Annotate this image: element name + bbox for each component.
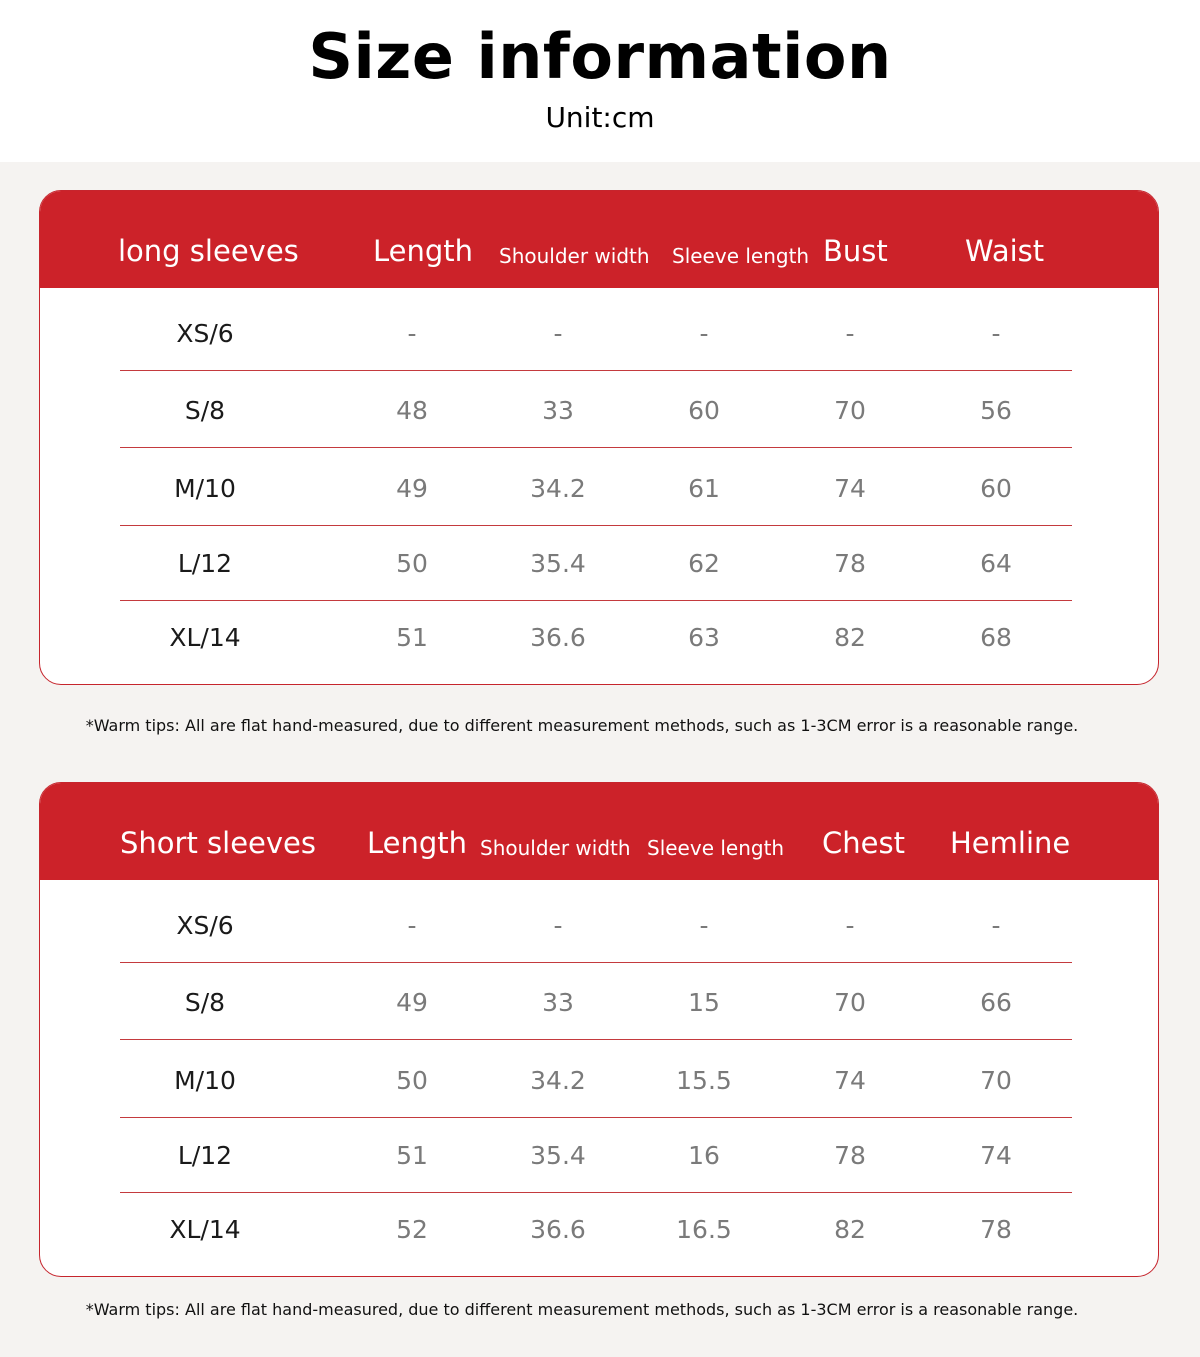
shoulder-width-value: 35.4 <box>530 1141 586 1170</box>
short-sleeves-size-table <box>39 782 1159 1277</box>
table-header-row <box>40 191 1158 288</box>
sleeve-length-value: 62 <box>688 549 720 578</box>
length-value: 49 <box>396 988 428 1017</box>
header-cell-shoulder-width: Shoulder width <box>480 836 631 860</box>
sleeve-length-value: 16 <box>688 1141 720 1170</box>
row-divider <box>120 447 1072 448</box>
sleeve-length-value: 15 <box>688 988 720 1017</box>
warm-tips-note: *Warm tips: All are flat hand-measured, due to different measurement methods, such as 1-3CM error is a reasonable range. <box>85 716 1079 735</box>
table-row <box>120 374 1072 448</box>
size-label: M/10 <box>174 1066 236 1095</box>
table-row <box>120 527 1072 601</box>
unit-label: Unit:cm <box>545 101 655 134</box>
size-label: L/12 <box>177 549 233 578</box>
header-cell-hemline: Hemline <box>950 826 1071 860</box>
length-value: 48 <box>396 396 428 425</box>
waist-value: - <box>991 319 1001 348</box>
header-cell-waist: Waist <box>965 234 1045 268</box>
header-cell-shoulder-width: Shoulder width <box>499 244 650 268</box>
bust-value: 70 <box>834 396 866 425</box>
table-row <box>120 1044 1072 1118</box>
table-row <box>120 966 1072 1040</box>
length-value: 49 <box>396 474 428 503</box>
size-label: XL/14 <box>169 623 241 652</box>
waist-value: 60 <box>980 474 1012 503</box>
header-cell-length: Length <box>373 234 474 268</box>
sleeve-length-value: 60 <box>688 396 720 425</box>
sleeve-length-value: - <box>699 319 709 348</box>
shoulder-width-value: 35.4 <box>530 549 586 578</box>
size-label: M/10 <box>174 474 236 503</box>
hemline-value: 74 <box>980 1141 1012 1170</box>
header-cell-bust: Bust <box>823 234 888 268</box>
sleeve-length-value: 15.5 <box>676 1066 732 1095</box>
length-value: - <box>407 911 417 940</box>
shoulder-width-value: 34.2 <box>530 474 586 503</box>
length-value: 50 <box>396 1066 428 1095</box>
waist-value: 68 <box>980 623 1012 652</box>
row-divider <box>120 962 1072 963</box>
table-row <box>120 452 1072 526</box>
header-cell-category: Short sleeves <box>120 826 317 860</box>
size-label: S/8 <box>184 988 226 1017</box>
shoulder-width-value: 36.6 <box>530 1215 586 1244</box>
bust-value: 78 <box>834 549 866 578</box>
length-value: 52 <box>396 1215 428 1244</box>
shoulder-width-value: 36.6 <box>530 623 586 652</box>
length-value: 51 <box>396 623 428 652</box>
chest-value: - <box>845 911 855 940</box>
table-row <box>120 889 1072 963</box>
hemline-value: 66 <box>980 988 1012 1017</box>
hemline-value: 70 <box>980 1066 1012 1095</box>
header-cell-category: long sleeves <box>118 234 299 268</box>
table-row <box>120 1119 1072 1193</box>
length-value: 50 <box>396 549 428 578</box>
shoulder-width-value: 33 <box>542 396 574 425</box>
sleeve-length-value: 61 <box>688 474 720 503</box>
size-label: XS/6 <box>176 911 234 940</box>
length-value: - <box>407 319 417 348</box>
table-row <box>120 601 1072 675</box>
shoulder-width-value: - <box>553 319 563 348</box>
header-cell-length: Length <box>367 826 468 860</box>
chest-value: 78 <box>834 1141 866 1170</box>
header-cell-sleeve-length: Sleeve length <box>672 244 810 268</box>
sleeve-length-value: 16.5 <box>676 1215 732 1244</box>
row-divider <box>120 1039 1072 1040</box>
shoulder-width-value: - <box>553 911 563 940</box>
size-label: XL/14 <box>169 1215 241 1244</box>
sleeve-length-value: - <box>699 911 709 940</box>
length-value: 51 <box>396 1141 428 1170</box>
sleeve-length-value: 63 <box>688 623 720 652</box>
long-sleeves-size-table <box>39 190 1159 685</box>
waist-value: 64 <box>980 549 1012 578</box>
waist-value: 56 <box>980 396 1012 425</box>
hemline-value: 78 <box>980 1215 1012 1244</box>
chest-value: 70 <box>834 988 866 1017</box>
bust-value: - <box>845 319 855 348</box>
shoulder-width-value: 33 <box>542 988 574 1017</box>
bust-value: 74 <box>834 474 866 503</box>
table-row <box>120 1193 1072 1267</box>
header-cell-sleeve-length: Sleeve length <box>647 836 785 860</box>
row-divider <box>120 370 1072 371</box>
bust-value: 82 <box>834 623 866 652</box>
row-divider <box>120 1117 1072 1118</box>
table-row <box>120 297 1072 371</box>
header-cell-chest: Chest <box>822 826 905 860</box>
row-divider <box>120 525 1072 526</box>
warm-tips-note: *Warm tips: All are flat hand-measured, due to different measurement methods, such as 1-3CM error is a reasonable range. <box>85 1300 1079 1319</box>
size-label: XS/6 <box>176 319 234 348</box>
size-label: L/12 <box>177 1141 233 1170</box>
chest-value: 74 <box>834 1066 866 1095</box>
size-label: S/8 <box>184 396 226 425</box>
shoulder-width-value: 34.2 <box>530 1066 586 1095</box>
chest-value: 82 <box>834 1215 866 1244</box>
table-header-row <box>40 783 1158 880</box>
hemline-value: - <box>991 911 1001 940</box>
page-title: Size information <box>308 20 892 93</box>
